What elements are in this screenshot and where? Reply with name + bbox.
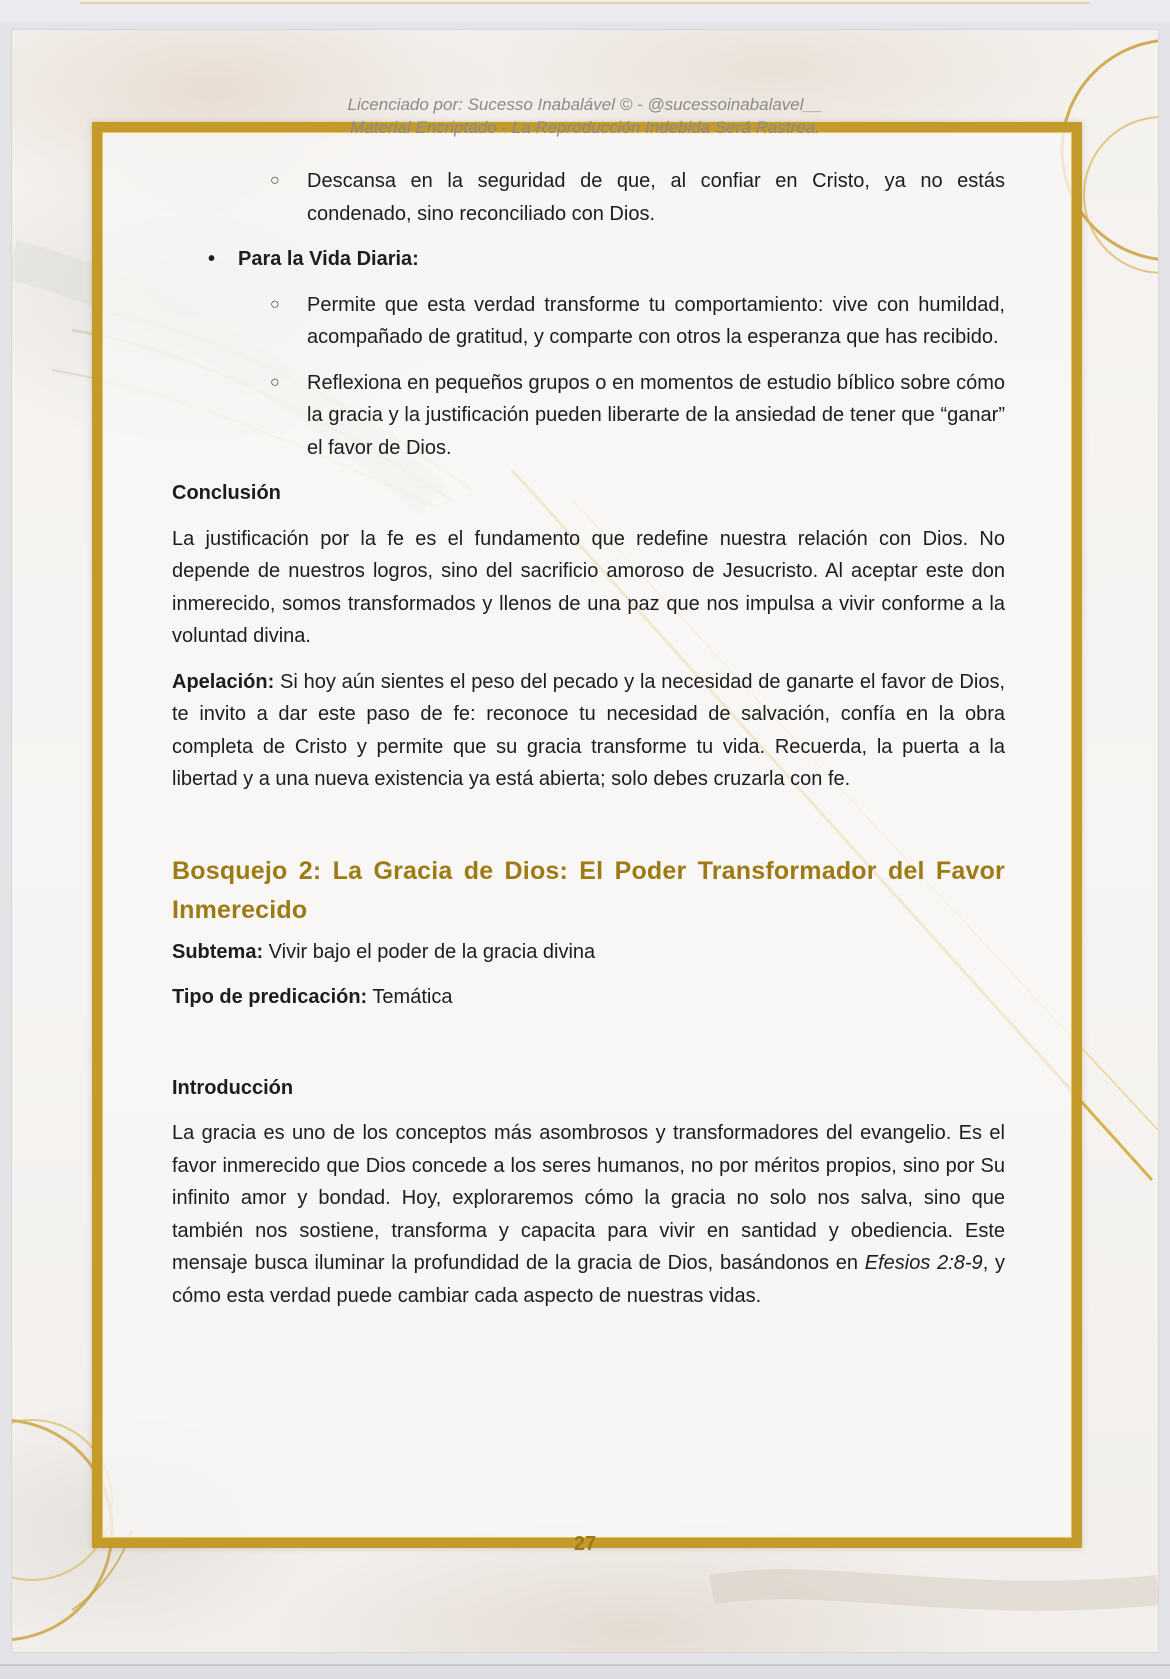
page-content — [172, 165, 1005, 1312]
top-strip-accent — [80, 2, 1090, 4]
scripture-reference: Efesios 2:8-9 — [864, 1252, 983, 1274]
appeal-text: Si hoy aún sientes el peso del pecado y la necesidad de ganarte el favor de Dios, te invito a dar este paso de fe: reconoce tu necesidad de salvación, confía en la obra completa de Cristo y permite que su gracia transforme tu vida. Recuerda, la puerta a la libertad y a una nueva existencia ya está abierta; solo debes cruzarla con fe. — [172, 670, 1005, 790]
bottom-strip — [0, 1664, 1170, 1679]
hollow-bullet-icon: ○ — [270, 295, 280, 313]
preaching-type-label: Tipo de predicación: — [172, 986, 368, 1008]
introduction-paragraph — [172, 1117, 1005, 1312]
preaching-type-line — [172, 981, 1005, 1014]
intro-text-start: La gracia es uno de los conceptos más asombrosos y transformadores del evangelio. Es el favor inmerecido que Dios concede a los seres humanos, no por méritos propios, sino por Su infinito amor y bondad. Hoy, exploraremos cómo la gracia no solo nos salva, sino que también nos sostiene, transforma y capacita para vivir en santidad y obediencia. Este mensaje busca iluminar la profundidad de la gracia de Dios, basándonos en — [172, 1122, 1005, 1274]
sub-list-item — [172, 165, 1005, 230]
license-notice: Licenciado por: Sucesso Inabalável © - @sucessoinabalavel__ — [347, 95, 823, 114]
subtopic-value: Vivir bajo el poder de la gracia divina — [263, 940, 596, 963]
conclusion-heading: Conclusión — [172, 482, 281, 504]
intro-text-end: , y cómo esta verdad puede cambiar cada aspecto de nuestras vidas. — [172, 1252, 1006, 1307]
hollow-bullet-icon: ○ — [270, 172, 280, 189]
conclusion-paragraph: La justificación por la fe es el fundamento que redefine nuestra relación con Dios. No depende de nuestros logros, sino del sacrificio amoroso de Jesucristo. Al aceptar este don inmerecido, somos transformados y llenos de una paz que nos impulsa a vivir conforme a la voluntad divina. — [172, 527, 1005, 647]
sub-item-text: Permite que esta verdad transforme tu comportamiento: vive con humildad, acompañado de gratitud, y comparte con otros la esperanza que has recibido. — [307, 293, 1005, 348]
preaching-type-value: Temática — [367, 986, 453, 1008]
outline-title: Bosquejo 2: La Gracia de Dios: El Poder Transformador del Favor Inmerecido — [172, 856, 1005, 924]
document-page[interactable] — [12, 30, 1158, 1652]
appeal-label: Apelación: — [172, 670, 275, 693]
bullet-heading: Para la Vida Diaria: — [238, 248, 419, 270]
sub-item-text: Descansa en la seguridad de que, al confiar en Cristo, ya no estás condenado, sino reconciliado con Dios. — [307, 170, 1005, 225]
appeal-paragraph — [172, 666, 1005, 796]
introduction-heading: Introducción — [172, 1076, 294, 1099]
hollow-bullet-icon: ○ — [270, 373, 280, 391]
bullet-icon: • — [208, 248, 216, 270]
page-number: 27 — [573, 1533, 597, 1555]
sub-item-text: Reflexiona en pequeños grupos o en momentos de estudio bíblico sobre cómo la gracia y la justificación pueden liberarte de la ansiedad de tener que “ganar” el favor de Dios. — [307, 371, 1005, 459]
subtopic-line — [172, 936, 1005, 969]
bullet-item — [172, 243, 1005, 276]
subtopic-label: Subtema: — [172, 940, 264, 963]
encryption-notice: Material Encriptado - La Reproducción Indebida Será Rastrea. — [350, 118, 820, 137]
sub-list-item — [172, 289, 1005, 354]
bottom-strip-edge — [0, 1664, 1170, 1666]
sub-list-item — [172, 367, 1005, 465]
